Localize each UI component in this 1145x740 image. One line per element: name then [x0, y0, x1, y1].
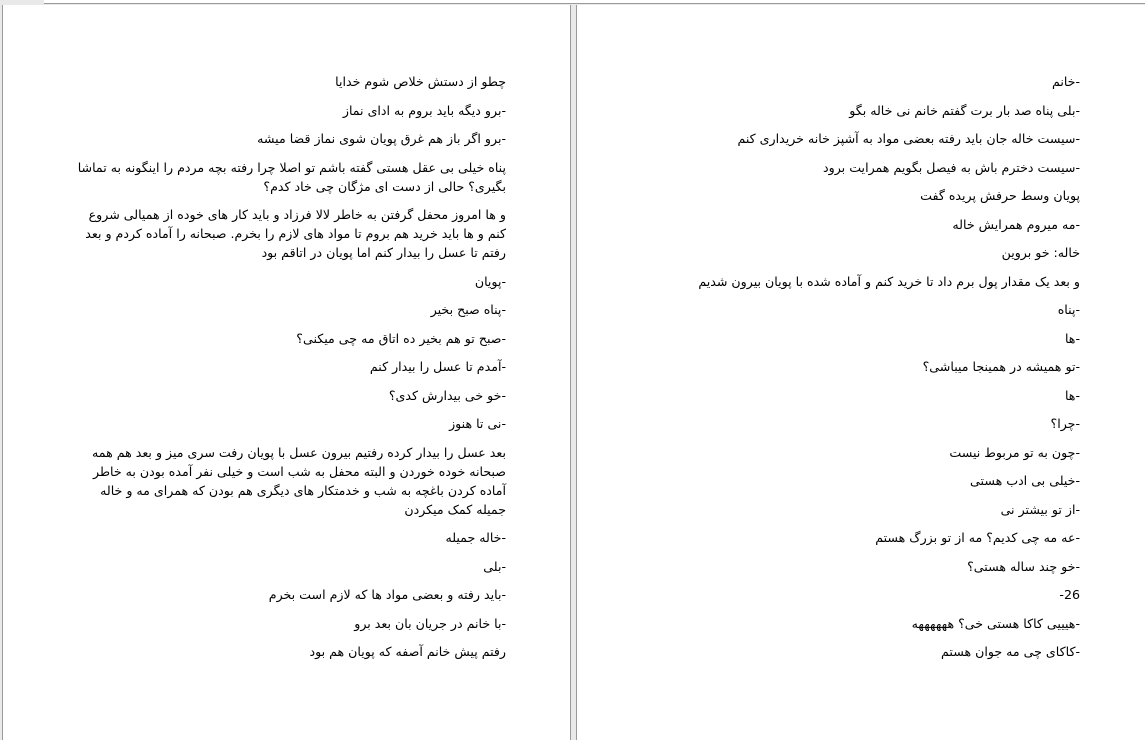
text-paragraph: و بعد یک مقدار پول برم داد تا خرید کنم و آماده شده با پویان بیرون شدیم	[698, 273, 1080, 289]
text-paragraph: -آمدم تا عسل را بیدار کنم	[369, 359, 506, 374]
window-top-strip	[0, 0, 1145, 4]
text-paragraph: -برو دیگه باید بروم به ادای نماز	[342, 102, 506, 118]
text-paragraph: -با خانم در جریان بان بعد برو	[354, 615, 506, 631]
text-paragraph: 26-	[1059, 587, 1080, 602]
text-paragraph: -کاکای چی مه جوان هستم	[941, 644, 1080, 659]
text-paragraph: -از تو بیشتر نی	[1000, 501, 1080, 517]
page-text-right	[650, 72, 1080, 671]
text-paragraph: -سیست دخترم باش به فیصل بگویم همرایت برود	[823, 159, 1080, 175]
text-paragraph: -خانم	[1051, 74, 1080, 89]
text-paragraph: -خیلی بی ادب هستی	[970, 473, 1080, 488]
text-paragraph: -چون به تو مربوط نیست	[949, 444, 1080, 460]
text-paragraph: -خو چند ساله هستی؟	[967, 558, 1080, 574]
text-paragraph: -خو خی بیدارش کدی؟	[388, 387, 506, 403]
text-paragraph: خاله: خو بروین	[1001, 245, 1080, 260]
text-paragraph: -پناه صبح بخیر	[430, 302, 506, 317]
text-paragraph: -سیست خاله جان باید رفته بعضی مواد به آشپز خانه خریداری کنم	[737, 131, 1080, 146]
document-page-right	[576, 5, 1145, 740]
text-paragraph: -پناه	[1057, 302, 1080, 317]
text-paragraph: -صبح تو هم بخیر ده اتاق مه چی میکنی؟	[296, 330, 506, 346]
text-paragraph: -خاله جمیله	[445, 530, 506, 545]
document-page-left	[2, 5, 571, 740]
text-paragraph: -مه میروم همرایش خاله	[952, 216, 1080, 232]
text-paragraph: چطو از دستش خلاص شوم خدایا	[335, 74, 506, 89]
text-paragraph: -بلی	[483, 558, 506, 574]
text-paragraph: -تو همیشه در همینجا میباشی؟	[922, 359, 1080, 374]
text-paragraph: و ها امروز محفل گرفتن به خاطر لالا فرزاد و باید کار های خوده از همیالی شروع کنم و ها باید خرید هم بروم تا مواد های لازم را بخرم. صبحانه را آماده کردم و بعد رفتم تا عسل را بیدار کنم اما پویان در اتاقم بود	[85, 207, 506, 260]
page-text-left	[72, 72, 506, 671]
text-paragraph: -نی تا هنوز	[449, 416, 506, 431]
text-paragraph: رفتم پیش خانم آصفه که پویان هم بود	[309, 644, 506, 659]
text-paragraph: -پویان	[474, 273, 506, 289]
text-paragraph: -ها	[1064, 387, 1080, 403]
text-paragraph: پویان وسط حرفش پریده گفت	[920, 188, 1080, 203]
text-paragraph: -چرا؟	[1050, 416, 1080, 431]
text-paragraph: -باید رفته و بعضی مواد ها که لازم است بخرم	[268, 587, 506, 602]
text-paragraph: پناه خیلی بی عقل هستی گفته باشم تو اصلا چرا رفته بچه مردم را اینگونه به تماشا بگیری؟ حالی از دست ای مژگان چی خاد کدم؟	[77, 159, 506, 194]
text-paragraph: -برو اگر باز هم غرق پویان شوی نماز قضا میشه	[257, 131, 506, 146]
text-paragraph: -ها	[1064, 330, 1080, 346]
text-paragraph: بعد عسل را بیدار کرده رفتیم بیرون عسل با پویان رفت سری میز و بعد هم همه صبحانه خوده خوردن و البته محفل به شب است و خیلی نفر آمده بودن به خاطر آماده کردن باغچه به شب و خدمتکار های دیگری هم بودن که همرای مه و خاله جمیله کمک میکردن	[92, 444, 506, 517]
text-paragraph: -عه مه چی کدیم؟ مه از تو بزرگ هستم	[875, 530, 1080, 545]
text-paragraph: -بلی پناه صد بار برت گفتم خانم نی خاله بگو	[849, 102, 1080, 118]
toolbar-edge	[44, 0, 1145, 4]
text-paragraph: -هیییی کاکا هستی خی؟ ههههههه	[911, 615, 1080, 631]
